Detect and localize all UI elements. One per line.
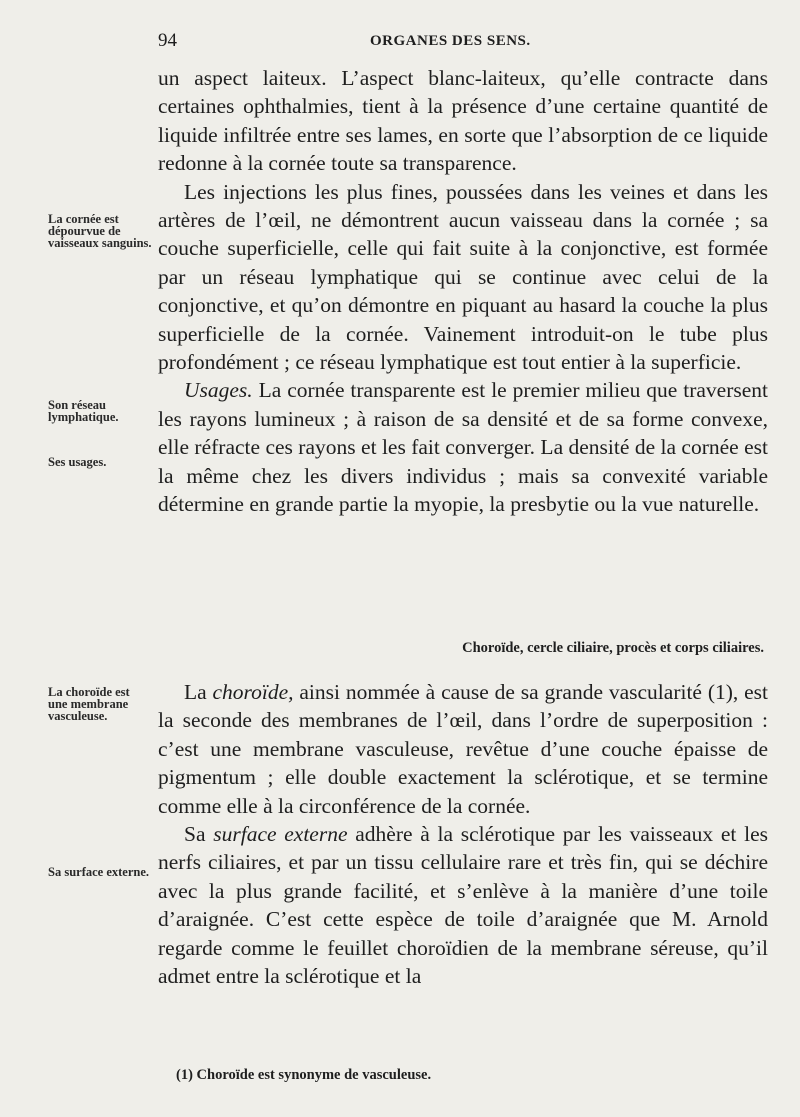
usages-term: Usages. [184,378,253,403]
paragraph-surface-externe [158,820,768,990]
usages-text: La cornée transparente est le premier milieu que traversent les rayons lumineux ; à raison de sa densité et de sa forme convexe, elle réfracte ces rayons et les fait converger. La densité de la cornée est la même chez les divers individus ; mais sa convexité variable détermine en grande partie la myopie, la presbytie ou la vue naturelle. [158,378,768,517]
paragraph-aspect-laiteux: un aspect laiteux. L’aspect blanc-laiteux, qu’elle contracte dans certaines ophthalmies, tient à la présence d’une certaine quantité de liquide infiltrée entre ses lames, en sorte que l’absorption de ce liquide redonne à la cornée toute sa transparence. [158,66,768,176]
paragraph-choroide [158,678,768,820]
body-text-block-2 [158,678,768,990]
sidenote-surface-externe: Sa surface externe. [48,865,150,879]
footnote: (1) Choroïde est synonyme de vasculeuse. [176,1067,432,1083]
choroide-lead: La [184,680,213,704]
sidenote-choroide: La choroïde est une membrane vasculeuse. [48,685,130,723]
surface-term: surface externe [213,822,348,847]
page-header [158,30,768,56]
sidenote-reseau-lymphatique: Son réseau lymphatique. [48,398,119,424]
paragraph-usages [158,376,768,518]
body-text-block-1 [158,64,768,519]
sidenote-cornee-vaisseaux: La cornée est dépourvue de vaisseaux sanguins. [48,212,152,250]
surface-text: adhère à la sclérotique par les vaisseaux et les nerfs ciliaires, et par un tissu cellulaire rare et très fin, qui se déchire avec la plus grande facilité, et s’enlève à la manière d’une toile d’araignée. C’est cette espèce de toile d’araignée que M. Arnold regarde comme le feuillet choroïdien de la membrane séreuse, qu’il admet entre la sclérotique et la [158,822,769,989]
choroide-term: choroïde, [212,680,294,704]
surface-lead: Sa [184,822,214,847]
choroide-text: ainsi nommée à cause de sa grande vascularité (1), est la seconde des membranes de l’œil, dans l’ordre de superposition : c’est une membrane vasculeuse, revêtue d’une couche épaisse de pigmentum ; elle double exactement la sclérotique, et se termine comme elle à la circonférence de la cornée. [158,680,768,818]
page-number: 94 [158,30,177,51]
running-title: ORGANES DES SENS. [370,33,531,49]
section-subheading: Choroïde, cercle ciliaire, procès et corps ciliaires. [462,640,764,656]
sidenote-usages: Ses usages. [48,455,107,469]
paragraph-injections: Les injections les plus fines, poussées dans les veines et dans les artères de l’œil, ne démontrent aucun vaisseau dans la cornée ; sa couche superficielle, celle qui fait suite à la conjonctive, est formée par un réseau lymphatique qui se continue avec celui de la conjonctive, et qu’on démontre en piquant au hasard la couche la plus superficielle de la cornée. Vainement introduit-on le tube plus profondément ; ce réseau lymphatique est tout entier à la superficie. [158,179,768,375]
